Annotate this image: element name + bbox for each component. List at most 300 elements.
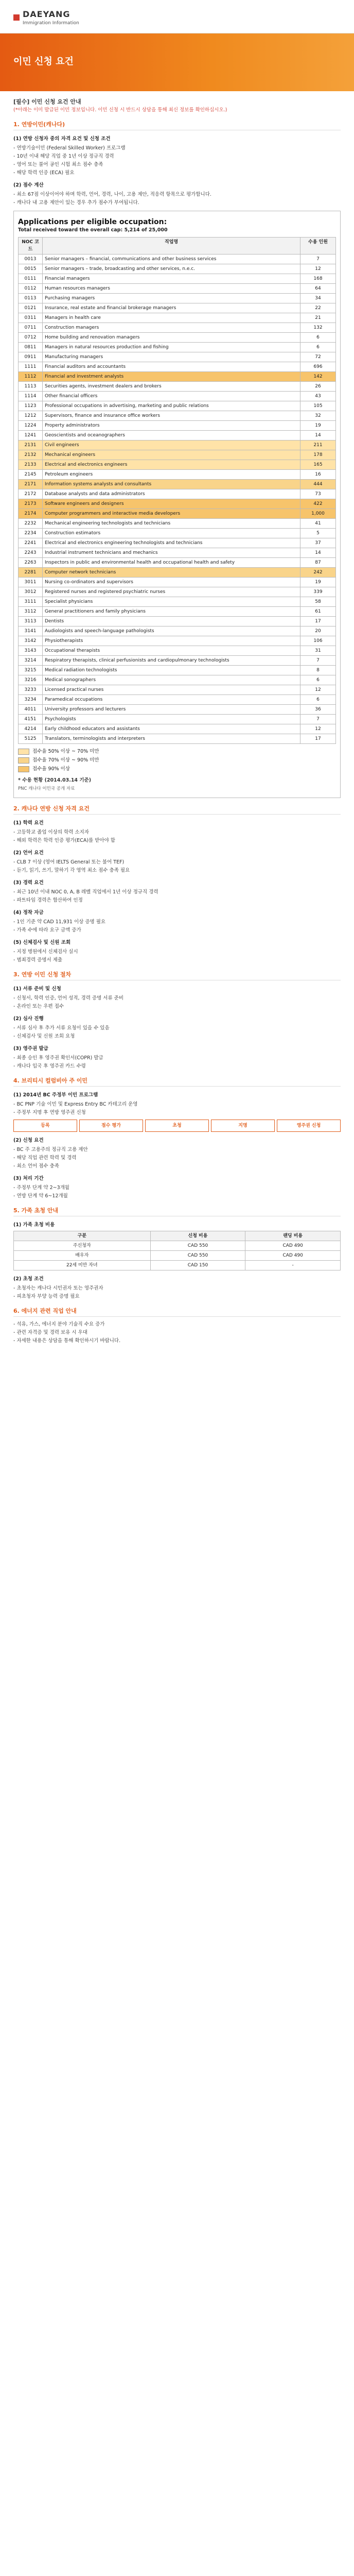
cell-name: Psychologists [43,715,300,724]
cell-name: Human resources managers [43,284,300,294]
cell-noc: 4151 [19,715,43,724]
section-1-sub1: (1) 연방 신청자 중의 자격 요건 및 신청 조건 [13,136,111,142]
legend-swatch-c [18,766,29,772]
cell-name: Civil engineers [43,440,300,450]
cell-name: Other financial officers [43,392,300,401]
page-title: 이민 신청 요건 [13,56,74,67]
cell-cap: 6 [300,695,336,705]
table-row [19,489,336,499]
cell-cap: 17 [300,617,336,626]
table-row [19,431,336,440]
cell-noc: 1111 [19,362,43,372]
section-5-sub1: (1) 가족 초청 비용 [13,1222,55,1228]
cell-name: Dentists [43,617,300,626]
cell-name: Registered nurses and registered psychiatric nurses [43,587,300,597]
cell-name: Petroleum engineers [43,470,300,480]
cell-cap: 41 [300,519,336,529]
cell-name: Medical radiation technologists [43,666,300,675]
table-row [19,568,336,578]
section-2-sub5: (5) 신체검사 및 신원 조회 [13,940,71,945]
cell-name: Senior managers – financial, communications and other business services [43,255,300,264]
cell-name: Paramedical occupations [43,695,300,705]
s3-list-item: - 캐나다 입국 후 영주권 카드 수령 [13,1063,86,1069]
s3-list-item: - 서류 심사 후 추가 서류 요청이 있을 수 있음 [13,1025,110,1031]
cell-name: Mechanical engineers [43,450,300,460]
logo-badge-icon [13,14,20,21]
legend-item-a [18,748,336,755]
table-row [19,303,336,313]
section-2 [13,805,341,964]
s1-list-item: - 10년 이내 해당 직업 중 1년 이상 정규직 경력 [13,154,114,159]
cell-name: Insurance, real estate and financial brokerage managers [43,303,300,313]
col-name: 직업명 [43,238,300,255]
cell-name: Senior managers – trade, broadcasting and other services, n.e.c. [43,264,300,274]
s2-list-item: - 해외 학력은 학력 인증 평가(ECA)를 받아야 함 [13,838,115,843]
s4-list-item: - 연방 단계 약 6~12개월 [13,1193,68,1199]
cell-cap: 64 [300,284,336,294]
s2-list-item: - 듣기, 읽기, 쓰기, 말하기 각 영역 최소 점수 충족 필요 [13,868,130,873]
legend-swatch-b [18,757,29,764]
section-6 [13,1308,341,1345]
cell-name: Computer network technicians [43,568,300,578]
cell-cap: 12 [300,685,336,695]
cell-name: Supervisors, finance and insurance office workers [43,411,300,421]
cell-name: Financial managers [43,274,300,284]
cell-noc: 3111 [19,597,43,607]
legend-label-a: 접수율 50% 이상 ~ 70% 미만 [32,749,99,754]
s4-list-item: - 해당 직업 관련 학력 및 경력 [13,1155,77,1161]
cell-cap: 16 [300,470,336,480]
s3-list-item: - 신청서, 학력 인증, 언어 성적, 경력 증명 서류 준비 [13,995,124,1001]
cell-name: Database analysts and data administrators [43,489,300,499]
cell-noc: 0712 [19,333,43,343]
cell-name: Financial and investment analysts [43,372,300,382]
cell-cap: 5 [300,529,336,538]
table-row [19,352,336,362]
section-2-list3 [13,889,341,904]
occupation-table-header [19,238,336,255]
fee-table-header [14,1231,341,1241]
cell-noc: 4214 [19,724,43,734]
cell-noc: 3113 [19,617,43,626]
s4-list-item: - BC PNP 기술 이민 및 Express Entry BC 카테고리 운영 [13,1101,138,1107]
cell-cap: 73 [300,489,336,499]
cell-noc: 0711 [19,323,43,333]
cell-cap: 242 [300,568,336,578]
cell-noc: 0911 [19,352,43,362]
cell-name: Mechanical engineering technologists and technicians [43,519,300,529]
table-row [14,1261,341,1270]
cell-noc: 2234 [19,529,43,538]
cell-cap: 105 [300,401,336,411]
section-6-list1 [13,1321,341,1345]
cell-noc: 3215 [19,666,43,675]
fee-cell: CAD 150 [150,1261,245,1270]
section-3-list3 [13,1055,341,1070]
cell-cap: 22 [300,303,336,313]
section-2-sub2: (2) 언어 요건 [13,850,44,856]
section-3 [13,971,341,1070]
cell-name: Software engineers and designers [43,499,300,509]
table-row [19,440,336,450]
cell-cap: 211 [300,440,336,450]
s2-list-item: - 1인 기준 약 CAD 11,931 이상 증명 필요 [13,919,106,925]
table-row [19,294,336,303]
s1-list-item: - 영어 또는 불어 공인 시험 최소 점수 충족 [13,162,103,167]
cell-name: University professors and lecturers [43,705,300,715]
cell-noc: 2281 [19,568,43,578]
intro-note: (*아래는 이미 발급된 이민 정보입니다. 이민 신청 시 반드시 상담을 통해 최신 정보를 확인하십시오.) [13,107,227,113]
legend-swatch-a [18,749,29,755]
fee-cell: CAD 490 [245,1241,341,1251]
table-row [19,636,336,646]
cell-cap: 422 [300,499,336,509]
cell-name: Information systems analysts and consultants [43,480,300,489]
table-row [19,705,336,715]
table-row [19,401,336,411]
s1-list-item: - 연방기술이민 (Federal Skilled Worker) 프로그램 [13,145,126,151]
cell-noc: 1224 [19,421,43,431]
occupation-total: Total received toward the overall cap: 5,214 of 25,000 [18,227,168,233]
cell-noc: 3012 [19,587,43,597]
cell-noc: 2263 [19,558,43,568]
process-step: 등록 [13,1120,77,1132]
cell-noc: 3214 [19,656,43,666]
s4-list-item: - 주정부 단계 약 2~3개월 [13,1185,69,1191]
cell-noc: 0015 [19,264,43,274]
table-row [19,548,336,558]
table-row [19,656,336,666]
cell-cap: 6 [300,343,336,352]
table-row [19,450,336,460]
table-row [19,333,336,343]
s2-list-item: - 파트타임 경력은 합산하여 인정 [13,897,83,903]
cell-cap: 12 [300,264,336,274]
table-row [19,274,336,284]
cell-noc: 2131 [19,440,43,450]
col-noc: NOC 코드 [19,238,43,255]
table-row [19,715,336,724]
cell-cap: 14 [300,548,336,558]
fee-cell: - [245,1261,341,1270]
section-5-sub2: (2) 초청 조건 [13,1276,44,1282]
s2-list-item: - 최근 10년 이내 NOC 0, A, B 레벨 직업에서 1년 이상 정규직 경력 [13,889,158,895]
s1-list-item: - 최소 67점 이상이어야 하며 학력, 언어, 경력, 나이, 고용 제안, 적응력 항목으로 평가합니다. [13,192,211,197]
section-2-title: 2. 캐나다 연방 신청 자격 요건 [13,805,341,815]
cell-cap: 6 [300,333,336,343]
fee-cell: CAD 550 [150,1241,245,1251]
section-4-list2 [13,1146,341,1170]
s2-list-item: - 범죄경력 증명서 제출 [13,957,63,963]
section-1-list2 [13,191,341,207]
cell-cap: 87 [300,558,336,568]
section-1 [13,121,341,798]
s2-list-item: - CLB 7 이상 (영어 IELTS General 또는 불어 TEF) [13,859,125,865]
cell-noc: 3112 [19,607,43,617]
cell-noc: 3143 [19,646,43,656]
cell-noc: 3011 [19,578,43,587]
section-1-sub2: (2) 점수 계산 [13,182,44,188]
cell-name: Respiratory therapists, clinical perfusionists and cardiopulmonary technologists [43,656,300,666]
section-3-sub1: (1) 서류 준비 및 신청 [13,986,61,992]
cell-cap: 26 [300,382,336,392]
cell-cap: 12 [300,724,336,734]
logo-text: DAEYANG [23,9,70,19]
section-5 [13,1207,341,1300]
cell-noc: 1114 [19,392,43,401]
s4-list-item: - 최소 언어 점수 충족 [13,1163,59,1169]
cell-cap: 37 [300,538,336,548]
cell-noc: 2174 [19,509,43,519]
s6-list-item: - 자세한 내용은 상담을 통해 확인하시기 바랍니다. [13,1338,121,1344]
table-row [19,685,336,695]
section-2-sub4: (4) 정착 자금 [13,910,44,916]
cell-cap: 7 [300,715,336,724]
section-5-list2 [13,1285,341,1300]
section-4 [13,1077,341,1200]
s2-list-item: - 고등학교 졸업 이상의 학력 소지자 [13,829,90,835]
table-row [19,529,336,538]
section-2-sub3: (3) 경력 요건 [13,880,44,886]
cell-noc: 2133 [19,460,43,470]
table-row [19,284,336,294]
cell-name: Financial auditors and accountants [43,362,300,372]
section-2-sub1: (1) 학력 요건 [13,820,44,826]
table-row [19,666,336,675]
table-row [19,372,336,382]
cap-note-2: PNC 캐나다 이민국 공개 자료 [18,786,75,791]
cell-noc: 2232 [19,519,43,529]
cell-cap: 19 [300,421,336,431]
cell-noc: 3233 [19,685,43,695]
cell-cap: 36 [300,705,336,715]
table-row [19,587,336,597]
table-row [19,264,336,274]
legend-label-b: 접수율 70% 이상 ~ 90% 미만 [32,757,99,763]
cell-noc: 1123 [19,401,43,411]
table-row [19,734,336,744]
table-row [19,509,336,519]
logo-sub: Immigration Information [23,21,79,26]
cell-name: Managers in health care [43,313,300,323]
fee-cell: CAD 550 [150,1251,245,1261]
s4-list-item: - 주정부 지명 후 연방 영주권 신청 [13,1110,86,1115]
cell-name: Computer programmers and interactive media developers [43,509,300,519]
cell-noc: 2145 [19,470,43,480]
cell-cap: 14 [300,431,336,440]
cell-cap: 34 [300,294,336,303]
cell-noc: 2241 [19,538,43,548]
cell-name: Securities agents, investment dealers and brokers [43,382,300,392]
s2-list-item: - 지정 병원에서 신체검사 실시 [13,949,78,955]
s5-list-item: - 피초청자 부양 능력 증명 필요 [13,1294,80,1299]
s3-list-item: - 온라인 또는 우편 접수 [13,1004,64,1009]
table-row [19,695,336,705]
table-row [19,597,336,607]
cell-cap: 444 [300,480,336,489]
cell-name: Managers in natural resources production and fishing [43,343,300,352]
table-row [19,343,336,352]
s5-list-item: - 초청자는 캐나다 시민권자 또는 영주권자 [13,1285,103,1291]
section-2-list2 [13,859,341,874]
fee-cell: 22세 미만 자녀 [14,1261,151,1270]
section-4-title: 4. 브리티시 컬럼비아 주 이민 [13,1077,341,1087]
cell-noc: 2171 [19,480,43,489]
cell-cap: 31 [300,646,336,656]
cell-cap: 168 [300,274,336,284]
cell-noc: 2173 [19,499,43,509]
cell-cap: 142 [300,372,336,382]
cell-noc: 0113 [19,294,43,303]
fee-cell: 주신청자 [14,1241,151,1251]
legend-item-b [18,757,336,764]
cell-name: Home building and renovation managers [43,333,300,343]
cell-noc: 0311 [19,313,43,323]
cell-noc: 0811 [19,343,43,352]
s6-list-item: - 석유, 가스, 에너지 분야 기술직 수요 증가 [13,1321,105,1327]
table-row [19,607,336,617]
table-row [19,499,336,509]
occupation-title: Applications per eligible occupation: [18,218,167,226]
s6-list-item: - 관련 자격증 및 경력 보유 시 우대 [13,1330,87,1335]
cell-cap: 339 [300,587,336,597]
cell-name: General practitioners and family physicians [43,607,300,617]
cell-name: Specialist physicians [43,597,300,607]
s3-list-item: - 신체검사 및 신원 조회 요청 [13,1033,75,1039]
cell-name: Geoscientists and oceanographers [43,431,300,440]
table-row [14,1241,341,1251]
table-row [19,480,336,489]
section-3-sub3: (3) 영주권 발급 [13,1046,48,1052]
cell-name: Early childhood educators and assistants [43,724,300,734]
section-4-sub1: (1) 2014년 BC 주정부 이민 프로그램 [13,1092,98,1098]
section-6-title: 6. 에너지 관련 직업 안내 [13,1308,341,1317]
legend-item-c [18,766,336,773]
fee-col-header: 신청 비용 [150,1231,245,1241]
table-row [19,411,336,421]
cell-cap: 17 [300,734,336,744]
fee-col-header: 랜딩 비용 [245,1231,341,1241]
fee-table [13,1231,341,1270]
table-row [19,382,336,392]
s4-list-item: - BC 주 고용주의 정규직 고용 제안 [13,1147,88,1153]
section-4-sub2: (2) 신청 요건 [13,1138,44,1143]
cell-noc: 0111 [19,274,43,284]
col-cap: 수용 인원 [300,238,336,255]
table-row [19,470,336,480]
section-1-list1 [13,145,341,177]
cell-cap: 106 [300,636,336,646]
cell-name: Industrial instrument technicians and mechanics [43,548,300,558]
section-3-sub2: (2) 심사 진행 [13,1016,44,1022]
table-row [19,519,336,529]
logo[interactable] [13,9,79,26]
cell-name: Occupational therapists [43,646,300,656]
legend-label-c: 접수율 90% 이상 [32,766,70,772]
section-1-title: 1. 연방이민(캐나다) [13,121,341,130]
cell-cap: 132 [300,323,336,333]
cell-noc: 4011 [19,705,43,715]
cell-cap: 6 [300,675,336,685]
process-step: 영주권 신청 [277,1120,341,1132]
cell-cap: 19 [300,578,336,587]
cell-name: Construction managers [43,323,300,333]
main-content [0,91,354,1345]
table-row [19,617,336,626]
cell-cap: 696 [300,362,336,372]
cell-noc: 3141 [19,626,43,636]
cell-cap: 43 [300,392,336,401]
cell-noc: 1212 [19,411,43,421]
section-3-list1 [13,995,341,1010]
cell-noc: 3216 [19,675,43,685]
occupation-table [18,237,336,744]
table-row [19,558,336,568]
process-steps [13,1120,341,1132]
table-row [19,626,336,636]
occupation-box [13,211,341,798]
table-row [19,578,336,587]
cell-cap: 1,000 [300,509,336,519]
cell-cap: 61 [300,607,336,617]
cell-cap: 21 [300,313,336,323]
cell-cap: 7 [300,656,336,666]
cell-noc: 2172 [19,489,43,499]
s1-list-item: - 해당 학력 인증 (ECA) 필요 [13,170,75,176]
cell-noc: 3142 [19,636,43,646]
section-3-list2 [13,1025,341,1040]
cell-name: Medical sonographers [43,675,300,685]
section-2-list1 [13,829,341,844]
cell-noc: 2132 [19,450,43,460]
legend [18,748,336,773]
table-row [19,646,336,656]
cell-noc: 1112 [19,372,43,382]
cell-cap: 8 [300,666,336,675]
table-row [19,421,336,431]
fee-cell: CAD 490 [245,1251,341,1261]
cell-cap: 72 [300,352,336,362]
cell-name: Inspectors in public and environmental health and occupational health and safety [43,558,300,568]
fee-col-header: 구분 [14,1231,151,1241]
cell-name: Nursing co-ordinators and supervisors [43,578,300,587]
cell-cap: 178 [300,450,336,460]
cell-name: Professional occupations in advertising, marketing and public relations [43,401,300,411]
cell-noc: 0112 [19,284,43,294]
cell-name: Physiotherapists [43,636,300,646]
cell-cap: 58 [300,597,336,607]
table-row [19,724,336,734]
table-row [19,538,336,548]
cell-cap: 165 [300,460,336,470]
table-row [19,255,336,264]
section-2-list5 [13,948,341,964]
cell-name: Purchasing managers [43,294,300,303]
cell-noc: 1241 [19,431,43,440]
cell-name: Audiologists and speech-language pathologists [43,626,300,636]
cell-noc: 1113 [19,382,43,392]
cell-name: Property administrators [43,421,300,431]
section-3-title: 3. 연방 이민 신청 절차 [13,971,341,980]
cap-note-1: * 수용 현황 (2014.03.14 기준) [18,777,92,783]
s2-list-item: - 가족 수에 따라 요구 금액 증가 [13,927,81,933]
cell-name: Construction estimators [43,529,300,538]
section-4-sub3: (3) 처리 기간 [13,1176,44,1181]
cell-noc: 0013 [19,255,43,264]
cell-name: Licensed practical nurses [43,685,300,695]
fee-cell: 배우자 [14,1251,151,1261]
table-row [19,313,336,323]
